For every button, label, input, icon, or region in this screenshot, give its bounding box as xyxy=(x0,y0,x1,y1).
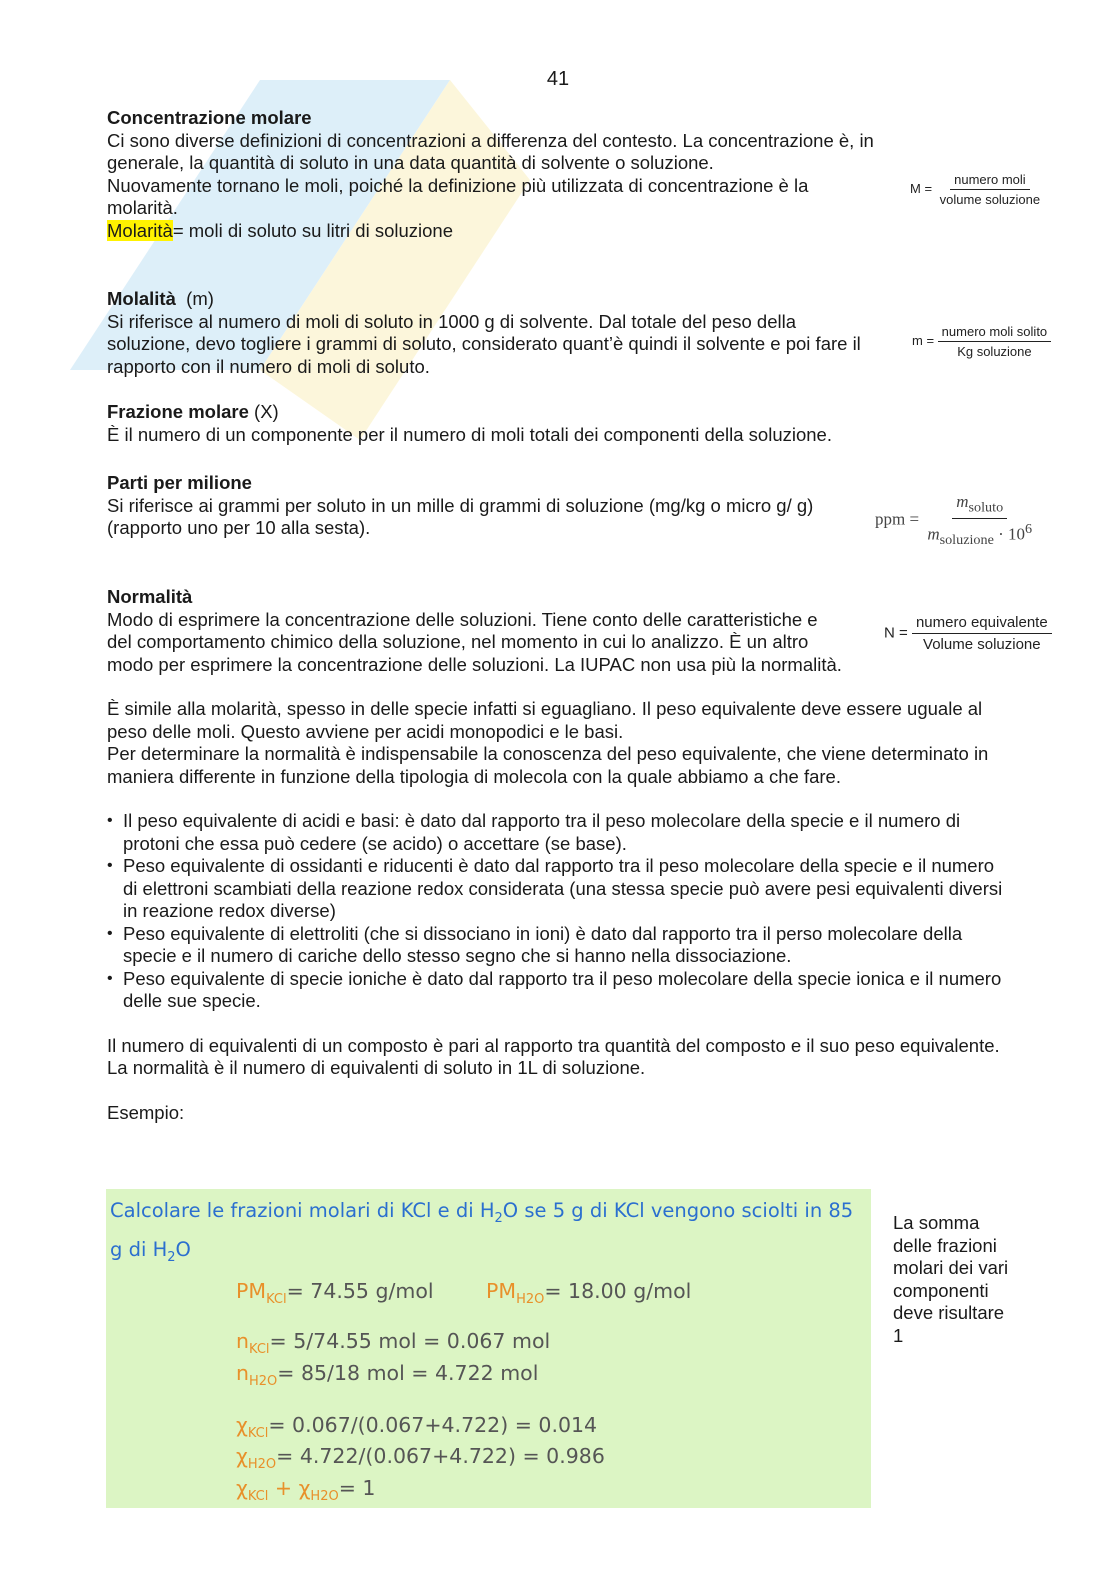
normality-intro xyxy=(107,586,847,676)
fraction-kcl: $\chi_{KCl}= 0.067/(0.067+4.722) = 0.014$ xyxy=(236,1413,598,1442)
ppm-den-sub: soluzione xyxy=(939,532,994,549)
molality-formula-numerator: numero moli solito xyxy=(938,324,1052,342)
molality-section xyxy=(107,288,882,378)
molarity-formula-denominator: volume soluzione xyxy=(939,192,1041,207)
molality-title: Molalità xyxy=(107,288,176,309)
ppm-den-mult: · 10 xyxy=(993,525,1026,545)
normality-paragraph-2: È simile alla molarità, spesso in delle specie infatti si eguagliano. Il peso equivalente deve essere uguale al peso delle moli. Questo avviene per acidi monopodici e le basi. xyxy=(107,698,983,742)
list-item: • Il peso equivalente di acidi e basi: è dato dal rapporto tra il peso molecolare della specie e il numero di protoni che essa può cedere (se acido) o accettare (se base). xyxy=(107,810,1007,855)
watermark-logo xyxy=(30,40,550,460)
example-box xyxy=(106,1189,871,1508)
page-number: 41 xyxy=(546,68,570,90)
moles-h2o: $n_{H2O}= 85/18$ mol = 4.722 mol xyxy=(236,1361,539,1390)
molarity-formula xyxy=(910,172,1044,207)
fraction-title: Frazione molare xyxy=(107,401,249,422)
molality-symbol: (m) xyxy=(186,288,214,309)
equivalent-weight-list xyxy=(107,810,1007,1013)
molality-formula xyxy=(912,324,1051,359)
side-note: La somma delle frazioni molari dei vari componenti deve risultare 1 xyxy=(893,1212,1009,1346)
fraction-h2o: $\chi_{H2O}= 4.722/(0.067+4.722) = 0.986$ xyxy=(236,1444,605,1473)
normality-paragraph-1: Modo di esprimere la concentrazione delle soluzioni. Tiene conto delle caratteristiche e del comportamento chimico della soluzione, nel momento in cui lo analizzo. È un altro modo per esprimere la concentrazione delle soluzioni. La IUPAC non usa più la normalità. xyxy=(107,608,842,675)
ppm-num-m: m xyxy=(956,492,969,511)
molar-section xyxy=(107,107,882,242)
molar-paragraph-2: Nuovamente tornano le moli, poiché la definizione più utilizzata di concentrazione è la molarità. xyxy=(107,174,809,218)
molality-paragraph: Si riferisce al numero di moli di soluto in 1000 g di solvente. Dal totale del peso della soluzione, devo togliere i grammi di soluto, considerato quant’è quindi il solvente e poi fare il rapporto con il numero di moli di soluto. xyxy=(107,310,861,377)
fraction-sum: $\chi_{KCl} + \chi_{H2O}= 1$ xyxy=(236,1476,376,1505)
normality-paragraph-4: Il numero di equivalenti di un composto è pari al rapporto tra quantità del composto e il suo peso equivalente. La normalità è il numero di equivalenti di soluto in 1L di soluzione. xyxy=(107,1034,1000,1078)
normality-formula xyxy=(884,614,1052,653)
list-item: • Peso equivalente di elettroliti (che si dissociano in ioni) è dato dal rapporto tra il perso molecolare della specie e il numero di cariche dello stesso segno che si hanno nella dissociazione. xyxy=(107,923,1007,968)
molar-paragraph-1: Ci sono diverse definizioni di concentrazioni a differenza del contesto. La concentrazione è, in generale, la quantità di soluto in una data quantità di solvente o soluzione. xyxy=(107,129,874,173)
list-item: • Peso equivalente di specie ioniche è dato dal rapporto tra il peso molecolare della specie ionica e il numero delle sue specie. xyxy=(107,968,1007,1013)
normality-formula-lhs: N = xyxy=(884,624,908,642)
list-item: • Peso equivalente di ossidanti e riducenti è dato dal rapporto tra il peso molecolare della specie e il numero di elettroni scambiati della reazione redox considerata (una stessa specie può avere pesi equivalenti diversi in reazione redox diverse) xyxy=(107,855,1007,923)
normality-body xyxy=(107,698,1007,1124)
ppm-num-sub: soluto xyxy=(968,499,1004,516)
fraction-paragraph: È il numero di un componente per il numero di moli totali dei componenti della soluzione. xyxy=(107,423,832,445)
molar-mass-kcl: $PM_{KCl}= 74.55$ g/mol xyxy=(236,1279,434,1308)
molality-formula-denominator: Kg soluzione xyxy=(957,344,1032,359)
molarity-formula-numerator: numero moli xyxy=(950,172,1030,190)
ppm-den-exp: 6 xyxy=(1025,521,1033,538)
molarity-formula-lhs: M = xyxy=(910,180,933,196)
molality-formula-lhs: m = xyxy=(912,332,935,348)
molarity-definition xyxy=(107,220,882,243)
ppm-den-m: m xyxy=(927,525,940,545)
fraction-symbol: (X) xyxy=(254,401,279,422)
molarity-term: Molarità xyxy=(107,219,173,241)
normality-paragraph-3: Per determinare la normalità è indispensabile la conoscenza del peso equivalente, che viene determinato in maniera differente in funzione della tipologia di molecola con la quale abbiamo a che fare. xyxy=(107,743,989,787)
example-label: Esempio: xyxy=(107,1101,185,1123)
ppm-section xyxy=(107,472,857,540)
normality-formula-numerator: numero equivalente xyxy=(912,614,1052,634)
fraction-section xyxy=(107,401,1007,446)
ppm-title: Parti per milione xyxy=(107,472,252,493)
example-prompt: Calcolare le frazioni molari di KCl e di $H_2O$ se 5 g di KCl vengono sciolti in 85 g di $H_2O$ xyxy=(110,1199,854,1265)
molar-title: Concentrazione molare xyxy=(107,107,312,128)
molar-mass-h2o: $PM_{H2O}= 18.00$ g/mol xyxy=(486,1279,692,1308)
ppm-formula xyxy=(875,492,1036,549)
molarity-definition-text: = moli di soluto su litri di soluzione xyxy=(172,219,454,241)
normality-formula-denominator: Volume soluzione xyxy=(923,636,1041,653)
normality-title: Normalità xyxy=(107,586,193,607)
ppm-paragraph: Si riferisce ai grammi per soluto in un mille di grammi di soluzione (mg/kg o micro g/ g) (rapporto uno per 10 alla sesta). xyxy=(107,494,814,538)
moles-kcl: $n_{KCl}= 5/74.55$ mol = 0.067 mol xyxy=(236,1329,551,1358)
ppm-formula-lhs: ppm = xyxy=(875,509,920,529)
